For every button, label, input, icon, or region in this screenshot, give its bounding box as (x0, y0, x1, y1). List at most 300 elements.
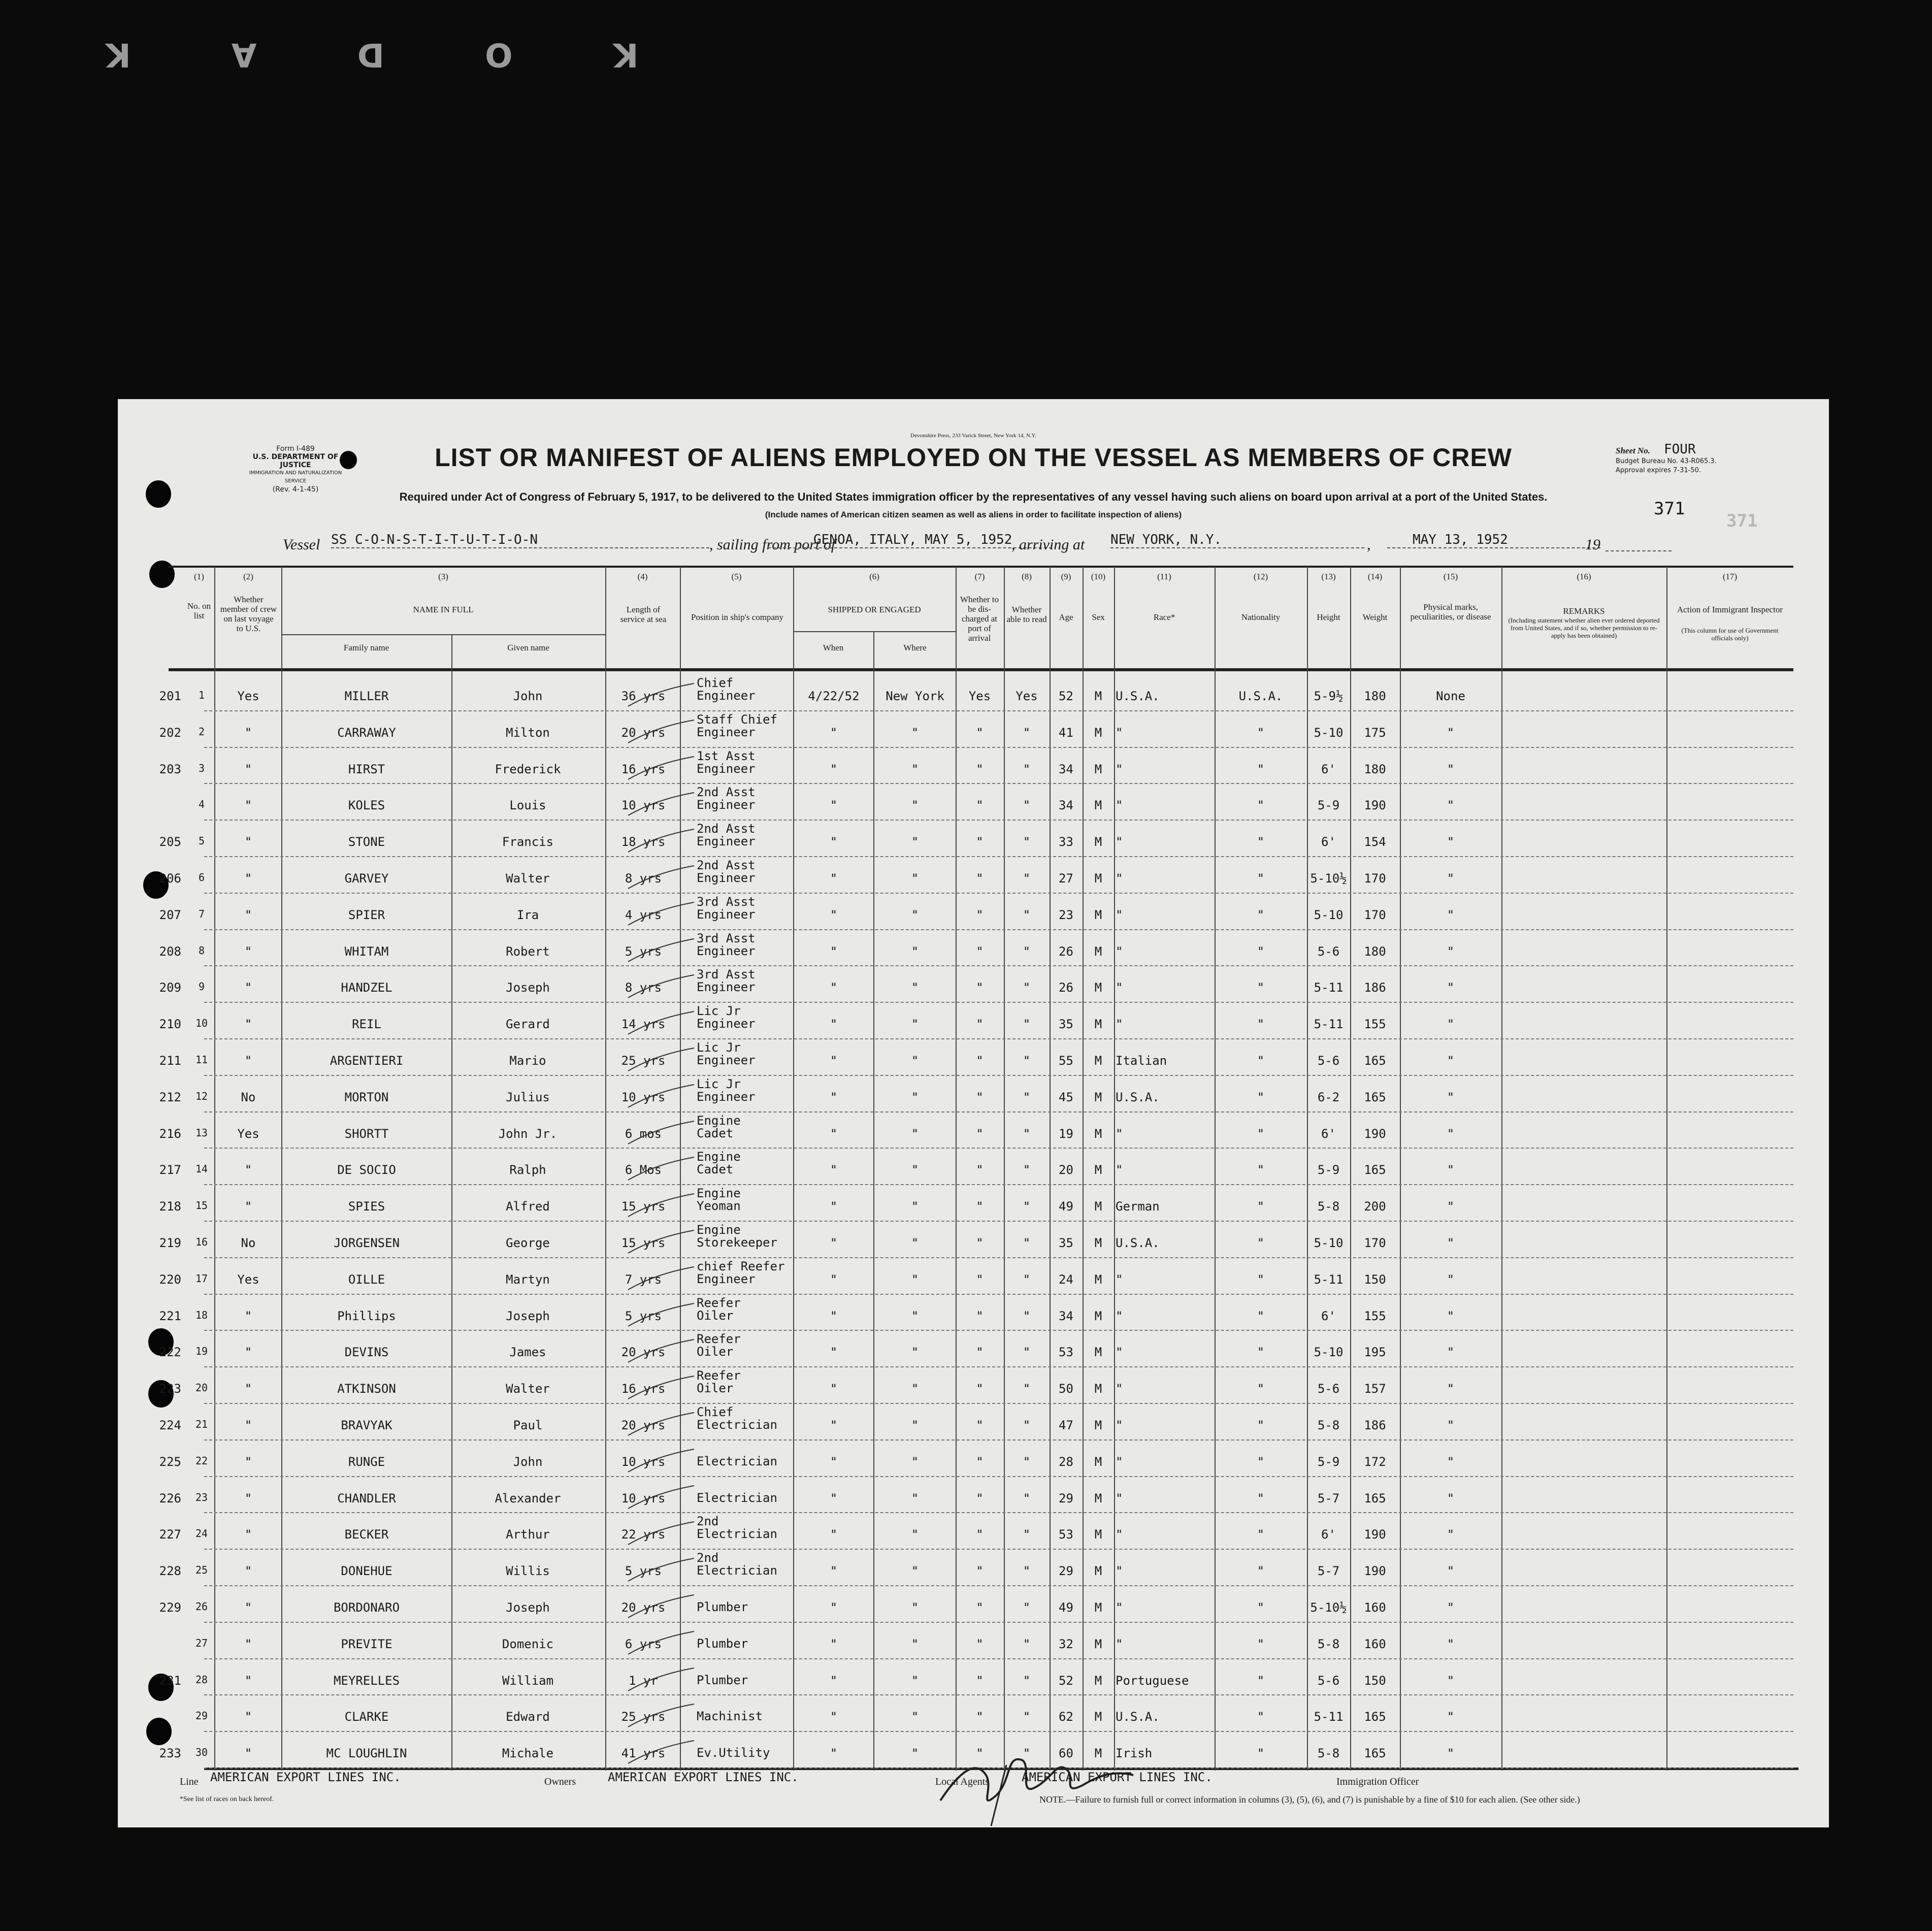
shipped-when: " (830, 1710, 838, 1724)
position-line-1: Lic Jr (697, 1076, 741, 1091)
shipped-where: " (911, 835, 919, 849)
col-num-12: (12) (1253, 572, 1268, 581)
list-number: 29 (195, 1710, 208, 1722)
age: 53 (1059, 1527, 1073, 1542)
list-number: 17 (195, 1272, 208, 1285)
height: 5-6 (1317, 1673, 1340, 1688)
age: 52 (1059, 689, 1073, 703)
weight: 190 (1364, 1564, 1386, 1579)
previous-voyage: " (244, 725, 252, 740)
service-length: 20 yrs (621, 1345, 666, 1360)
able-to-read: " (1023, 1054, 1031, 1068)
height: 5-10 (1314, 1236, 1344, 1250)
able-to-read: " (1023, 835, 1031, 849)
sex: M (1094, 1673, 1102, 1688)
family-name: SPIER (348, 907, 385, 922)
service-length: 16 yrs (621, 762, 666, 776)
position-line-1: 2nd (697, 1551, 719, 1565)
list-number: 14 (195, 1163, 208, 1175)
weight: 154 (1364, 835, 1386, 849)
check-mark (626, 1701, 697, 1732)
shipped-when: " (830, 907, 838, 922)
sex: M (1094, 1454, 1102, 1469)
shipped-when: " (830, 1564, 838, 1579)
height: 6' (1321, 1126, 1336, 1141)
weight: 165 (1364, 1710, 1386, 1724)
nationality: " (1257, 1710, 1265, 1724)
list-number: 5 (198, 835, 205, 847)
service-length: 10 yrs (621, 1454, 666, 1469)
discharged: " (976, 907, 984, 922)
margin-ref-number: 203 (159, 762, 181, 776)
service-length: 22 yrs (621, 1527, 666, 1542)
check-mark (626, 1301, 697, 1331)
margin-ref-number: 201 (159, 689, 181, 703)
position-line-1: Engine (697, 1113, 741, 1128)
shipped-when: " (830, 1272, 838, 1287)
height: 5-9½ (1314, 689, 1344, 703)
service-length: 10 yrs (621, 798, 666, 813)
given-name: John Jr. (498, 1126, 558, 1141)
sex: M (1094, 798, 1102, 813)
list-number: 26 (195, 1600, 208, 1613)
physical-marks: " (1447, 1710, 1455, 1724)
previous-voyage: Yes (237, 689, 259, 703)
service-length: 5 yrs (625, 1564, 662, 1579)
col-header-inspector: Action of Immigrant Inspector (1677, 605, 1783, 614)
nationality: " (1257, 907, 1265, 922)
discharged: " (976, 1454, 984, 1469)
weight: 150 (1364, 1272, 1386, 1287)
physical-marks: " (1447, 1382, 1455, 1396)
shipped-when: " (830, 762, 838, 776)
sex: M (1094, 1746, 1102, 1761)
form-revision: (Rev. 4-1-45) (272, 485, 319, 494)
service-length: 36 yrs (621, 689, 666, 703)
age: 41 (1059, 725, 1073, 740)
service-length: 20 yrs (621, 1418, 666, 1432)
height: 5-11 (1314, 1710, 1344, 1724)
shipped-when: " (830, 1600, 838, 1615)
age: 23 (1059, 907, 1073, 922)
race: " (1116, 1418, 1123, 1432)
table-top-rule (169, 566, 1793, 568)
height: 6' (1321, 1527, 1336, 1542)
age: 27 (1059, 871, 1073, 886)
given-name: James (509, 1345, 546, 1360)
position-line-1: chief Reefer (697, 1259, 785, 1273)
sex: M (1094, 762, 1102, 776)
list-number: 8 (198, 944, 205, 957)
position-line-2: Engineer (697, 761, 756, 776)
previous-voyage: " (244, 907, 252, 922)
race: " (1116, 1163, 1123, 1177)
family-name: ATKINSON (337, 1382, 396, 1396)
col-num-7: (7) (974, 572, 985, 581)
nationality: " (1257, 871, 1265, 886)
include-note: (Include names of American citizen seamen as well as aliens in order to facilitate inspection of aliens) (765, 510, 1182, 519)
arriving-label: , arriving at (1011, 536, 1085, 553)
shipped-when: " (830, 1673, 838, 1688)
sex: M (1094, 907, 1102, 922)
previous-voyage: Yes (237, 1126, 259, 1141)
vessel-label: Vessel (283, 536, 320, 553)
position-line-2: Engineer (697, 1053, 756, 1067)
family-name: BECKER (344, 1527, 389, 1542)
service-length: 6 Mos (625, 1163, 662, 1177)
physical-marks: " (1447, 1054, 1455, 1068)
weight: 195 (1364, 1345, 1386, 1360)
weight: 165 (1364, 1746, 1386, 1761)
vessel-name: SS C-O-N-S-T-I-T-U-T-I-O-N (331, 532, 709, 548)
row-rule (204, 1476, 1793, 1477)
col-header-nationality: Nationality (1241, 612, 1281, 622)
check-mark (626, 900, 697, 930)
position-line-1: 2nd Asst (697, 785, 756, 800)
position-line-1: Lic Jr (697, 1004, 741, 1019)
position-line-1: Staff Chief (697, 712, 777, 727)
age: 35 (1059, 1017, 1073, 1032)
row-rule (204, 1549, 1793, 1550)
discharged: " (976, 1564, 984, 1579)
position-line-1: 1st Asst (697, 748, 756, 763)
age: 47 (1059, 1418, 1073, 1432)
physical-marks: " (1447, 1236, 1455, 1250)
col-num-5: (5) (731, 572, 742, 581)
col-num-14: (14) (1367, 572, 1383, 581)
nationality: " (1257, 1564, 1265, 1579)
height: 5-11 (1314, 1272, 1344, 1287)
previous-voyage: " (244, 1199, 252, 1214)
nationality: " (1257, 1600, 1265, 1615)
family-name: MILLER (344, 689, 389, 703)
position-line-2: Oiler (697, 1345, 734, 1359)
margin-ref-number: 229 (159, 1600, 181, 1615)
service-length: 6 mos (625, 1126, 662, 1141)
position-line-1: Engine (697, 1223, 741, 1237)
weight: 180 (1364, 944, 1386, 959)
position-line-2: Engineer (697, 1017, 756, 1031)
position-line-2: Oiler (697, 1308, 734, 1323)
height: 6-2 (1317, 1090, 1340, 1104)
arrival-date: MAY 13, 1952 (1387, 532, 1600, 548)
shipped-where: " (911, 1564, 919, 1579)
able-to-read: " (1023, 1236, 1031, 1250)
shipped-when: " (830, 871, 838, 886)
given-name: George (506, 1236, 550, 1250)
height: 6' (1321, 762, 1336, 776)
given-name: John (513, 689, 543, 703)
shipped-where: " (911, 1527, 919, 1542)
family-name: DONEHUE (341, 1564, 392, 1579)
shipped-when: " (830, 798, 838, 813)
previous-voyage: " (244, 1564, 252, 1579)
position-line-2: Engineer (697, 1089, 756, 1104)
check-mark (626, 1447, 697, 1477)
check-mark (626, 1483, 697, 1514)
sex: M (1094, 1199, 1102, 1214)
discharged: " (976, 1163, 984, 1177)
able-to-read: " (1023, 1272, 1031, 1287)
margin-ref-number: 210 (159, 1017, 181, 1032)
row-rule (204, 1111, 1793, 1112)
family-name: MEYRELLES (333, 1673, 400, 1688)
position-line-1: Reefer (697, 1295, 741, 1310)
nationality: " (1257, 1163, 1265, 1177)
race: " (1116, 980, 1123, 995)
height: 5-11 (1314, 980, 1344, 995)
race: " (1116, 1272, 1123, 1287)
age: 52 (1059, 1673, 1073, 1688)
previous-voyage: " (244, 980, 252, 995)
service-length: 15 yrs (621, 1199, 666, 1214)
weight: 170 (1364, 907, 1386, 922)
physical-marks: " (1447, 798, 1455, 813)
previous-voyage: " (244, 871, 252, 886)
discharged: " (976, 1272, 984, 1287)
list-number: 23 (195, 1491, 208, 1503)
age: 19 (1059, 1126, 1073, 1141)
given-name: Alfred (506, 1199, 550, 1214)
nationality: " (1257, 1491, 1265, 1505)
col-header-last-voyage: Whether member of crew on last voyage to U.S. (220, 595, 277, 633)
age: 35 (1059, 1236, 1073, 1250)
discharged: " (976, 1199, 984, 1214)
weight: 190 (1364, 798, 1386, 813)
list-number: 24 (195, 1527, 208, 1540)
shipped-where: " (911, 1236, 919, 1250)
col-header-sex: Sex (1092, 612, 1105, 622)
row-rule (204, 783, 1793, 784)
list-number: 3 (198, 762, 205, 774)
able-to-read: " (1023, 944, 1031, 959)
list-number: 1 (198, 689, 205, 701)
sex: M (1094, 689, 1102, 703)
race: German (1116, 1199, 1160, 1214)
able-to-read: " (1023, 1126, 1031, 1141)
check-mark (626, 863, 697, 894)
nationality: " (1257, 835, 1265, 849)
nationality: " (1257, 725, 1265, 740)
height: 5-8 (1317, 1199, 1340, 1214)
shipped-where: " (911, 907, 919, 922)
margin-ref-number: 226 (159, 1491, 181, 1505)
given-name: John (513, 1454, 543, 1469)
approval-expiry: Approval expires 7-31-50. (1616, 467, 1701, 474)
age: 20 (1059, 1163, 1073, 1177)
shipped-where: " (911, 944, 919, 959)
discharged: " (976, 762, 984, 776)
margin-ref-number: 212 (159, 1090, 181, 1104)
race: " (1116, 1491, 1123, 1505)
nationality: U.S.A. (1238, 689, 1283, 703)
shipped-when: " (830, 1345, 838, 1360)
weight: 165 (1364, 1054, 1386, 1068)
margin-ref-number: 224 (159, 1418, 181, 1432)
previous-voyage: " (244, 1491, 252, 1505)
position-line-2: Machinist (697, 1709, 763, 1724)
able-to-read: " (1023, 1746, 1031, 1761)
previous-voyage: " (244, 1418, 252, 1432)
service-length: 7 yrs (625, 1272, 662, 1287)
col-header-read: Whether able to read (1006, 605, 1047, 624)
weight: 200 (1364, 1199, 1386, 1214)
family-name: OILLE (348, 1272, 385, 1287)
discharged: " (976, 1673, 984, 1688)
nationality: " (1257, 1527, 1265, 1542)
manifest-sheet: Form I-489 U.S. DEPARTMENT OF JUSTICE IMMIGRATION AND NATURALIZATION SERVICE (Rev. 4-1-45) Devonshire Press, 233 Varick Street, New York 14, N.Y. LIST OR MANIFEST OF ALIENS EMPLOYED ON THE VESSEL AS MEMBERS OF CREW Required under Act of Congress of February 5, 1917, to be delivered to the United States immigration officer by the representatives of any vessel having such aliens on board upon arrival at a port of the United States. (Include names of American citizen seamen as well as aliens in order to facilitate inspection of aliens) Sheet No. FOUR Budget Bureau No. 43-R065.3. Approval expires 7-31-50. 371 371 Vessel SS C-O-N-S-T-I-T-U-T-I-O-N , sailing from port of GENOA, ITALY, MAY 5, 1952 , arriving at NEW YORK, N.Y. , MAY 13, 1952 19 (1) No. on list (2) Whether member of crew on last voyage to U.S. (3) NAME IN FULL Family name Given name (4) Length of service at sea (5) Position in ship's company (6) SHIPPED OR ENGAGED When Where (7) Whether to be dis- charged at port of arrival (8) Whether able to read (9) Age (10) Sex (11) Race* (12) Nationality (13) Height (14) Weight (15) Physical marks, peculiarities, or disease (16) REMARKS (Including statement whether alien ever ordered deported from United States, and if so, whether permission to re-apply has been obtained) (17) Action of Immigrant Inspector (This column for use of Government officials only) 201 1 Yes MILLER John 36 yrs 4/22/52 New York Yes Yes 52 M U.S.A. U.S.A. 5-9½ 180 None Chief Engineer 202 2 " CARRAWAY Milton 20 yrs " " " " 41 M " " 5-10 175 " Staff Chief Engineer 203 3 " HIRST Frederick 16 yrs " " " " 34 M " " 6' 180 " 1st Asst Engineer 4 " KOLES Louis 10 yrs " " " " 34 M " " 5-9 190 " 2nd Asst Engineer 205 5 " STONE Francis 18 yrs " " " " 33 M " " 6' 154 " 2nd Asst Engineer 206 6 " GARVEY Walter 8 yrs " " " " 27 M " " 5-10½ 170 " 2nd Asst Engineer 207 7 " SPIER Ira 4 yrs " " " " 23 M " " 5-10 170 " 3rd Asst Engineer 208 8 " WHITAM Robert 5 yrs " " " " 26 M " " 5-6 180 " 3rd Asst Engineer 209 9 " HANDZEL Joseph 8 yrs " " " " 26 M " " 5-11 186 " 3rd Asst Engineer 210 10 " REIL Gerard 14 yrs " " " " 35 M " " 5-11 155 " Lic Jr Engineer 211 11 " ARGENTIERI Mario 25 yrs " " " " 55 M Italian " 5-6 165 " Lic Jr Engineer 212 12 No MORTON Julius 10 yrs " " " " 45 M U.S.A. " 6-2 165 " Lic Jr Engineer 216 13 Yes SHORTT John Jr. 6 mos " " " " 19 M " " 6' 190 " Engine Cadet 217 14 " DE SOCIO Ralph 6 Mos " " " " 20 M " " 5-9 165 " Engine Cadet 218 15 " SPIES Alfred 15 yrs " " " " 49 M German " 5-8 200 " Engine Yeoman 219 16 No JORGENSEN George 15 yrs " " " " 35 M U.S.A. " 5-10 170 " Engine Storekeeper 220 17 Yes OILLE Martyn 7 yrs " " " " 24 M " " 5-11 150 " chief Reefer Engineer 221 18 " Phillips Joseph 5 yrs " " " " 34 M " " 6' 155 " Reefer Oiler 222 19 " DEVINS James 20 yrs " " " " 53 M " " 5-10 195 " Reefer Oiler 223 20 " ATKINSON Walter 16 yrs " " " " 50 M " " 5-6 157 " Reefer Oiler 224 21 " BRAVYAK Paul 20 yrs " " " " 47 M " " 5-8 186 " Chief Electrician 225 22 " RUNGE John 10 yrs " " " " 28 M " " 5-9 172 " Electrician 226 23 " CHANDLER Alexander 10 yrs " " " " 29 M " " 5-7 165 " Electrician 227 24 " BECKER Arthur 22 yrs " " " " 53 M " " 6' 190 " 2nd Electrician 228 25 " DONEHUE Willis 5 yrs " " " " 29 M " " 5-7 190 " 2nd Electrician 229 26 " BORDONARO Joseph 20 yrs " " " " 49 M " " 5-10½ 160 " Plumber 27 " PREVITE Domenic 6 yrs " " " " 32 M " " 5-8 160 " Plumber 231 28 " MEYRELLES William 1 yr " " " " 52 M Portuguese " 5-6 150 " Plumber 29 " CLARKE Edward 25 yrs " " " " 62 M U.S.A. " 5-11 165 " Machinist 233 30 " MC LOUGHLIN Michale 41 yrs " " " " 60 M Irish " 5-8 165 " Ev.Utility Line AMERICAN EXPORT LINES INC. Owners AMERICAN EXPORT LINES INC. Local Agents AMERICAN EXPORT LINES INC. Immigration Officer *See list of races on back hereof. NOTE.—Failure to furnish full or correct information in columns (3), (5), (6), and (7) is punishable by a fine of $10 for each alien. (See other side.) (118, 399, 1829, 1827)
col-header-given-name: Given name (507, 643, 549, 652)
shipped-when: " (830, 1746, 838, 1761)
row-rule (204, 820, 1793, 821)
margin-ref-number: 208 (159, 944, 181, 959)
position-line-1: Reefer (697, 1368, 741, 1383)
row-rule (204, 1694, 1793, 1695)
physical-marks: " (1447, 907, 1455, 922)
check-mark (626, 1665, 697, 1696)
physical-marks: " (1447, 1637, 1455, 1651)
line-name: AMERICAN EXPORT LINES INC. (210, 1770, 401, 1784)
shipped-where: " (911, 980, 919, 995)
given-name: Joseph (506, 1600, 550, 1615)
arrival-port: NEW YORK, N.Y. (1110, 532, 1364, 548)
position-line-2: Yeoman (697, 1199, 741, 1214)
given-name: Ralph (509, 1163, 546, 1177)
position-line-2: Cadet (697, 1126, 734, 1140)
position-line-1: Chief (697, 1405, 734, 1419)
race: " (1116, 1637, 1123, 1651)
previous-voyage: " (244, 1345, 252, 1360)
check-mark (626, 1264, 697, 1295)
col-num-4: (4) (637, 572, 648, 581)
position-line-2: Engineer (697, 980, 756, 995)
service-length: 15 yrs (621, 1236, 666, 1250)
header-bottom-rule (169, 668, 1793, 671)
col-num-16: (16) (1577, 572, 1591, 581)
race: " (1116, 1600, 1123, 1615)
previous-voyage: Yes (237, 1272, 259, 1287)
check-mark (626, 827, 697, 857)
list-number: 10 (195, 1017, 208, 1030)
list-number: 27 (195, 1637, 208, 1649)
given-name: Willis (506, 1564, 550, 1579)
able-to-read: " (1023, 1564, 1031, 1579)
shipped-when: " (830, 1163, 838, 1177)
family-name: RUNGE (348, 1454, 385, 1469)
position-line-1: Engine (697, 1150, 741, 1164)
given-name: Julius (506, 1090, 550, 1104)
age: 45 (1059, 1090, 1073, 1104)
sex: M (1094, 1382, 1102, 1396)
col-header-discharged: Whether to be dis- charged at port of arrival (960, 595, 999, 643)
height: 5-8 (1317, 1637, 1340, 1651)
service-length: 8 yrs (625, 871, 662, 886)
physical-marks: " (1447, 1527, 1455, 1542)
position-line-1: Engine (697, 1186, 741, 1201)
shipped-where: " (911, 1418, 919, 1432)
sex: M (1094, 1236, 1102, 1250)
height: 5-6 (1317, 944, 1340, 959)
physical-marks: " (1447, 1600, 1455, 1615)
age: 34 (1059, 1308, 1073, 1323)
form-service: IMMIGRATION AND NATURALIZATION SERVICE (249, 470, 342, 484)
nationality: " (1257, 1345, 1265, 1360)
sheet-label: Sheet No. (1616, 446, 1650, 455)
service-length: 1 yr (629, 1673, 658, 1688)
discharged: " (976, 1017, 984, 1032)
sex: M (1094, 1272, 1102, 1287)
shipped-when: " (830, 1090, 838, 1104)
sex: M (1094, 1418, 1102, 1432)
check-mark (626, 1045, 697, 1076)
age: 53 (1059, 1345, 1073, 1360)
service-length: 10 yrs (621, 1090, 666, 1104)
nationality: " (1257, 944, 1265, 959)
list-number: 22 (195, 1454, 208, 1467)
row-rule (204, 1257, 1793, 1258)
shipped-where: " (911, 725, 919, 740)
discharged: " (976, 1600, 984, 1615)
previous-voyage: " (244, 762, 252, 776)
age: 28 (1059, 1454, 1073, 1469)
family-name: SHORTT (344, 1126, 389, 1141)
shipped-when: " (830, 1236, 838, 1250)
sex: M (1094, 980, 1102, 995)
col-header-position: Position in ship's company (691, 612, 784, 622)
list-number: 12 (195, 1090, 208, 1102)
weight: 155 (1364, 1017, 1386, 1032)
position-line-1: 2nd Asst (697, 858, 756, 872)
service-length: 20 yrs (621, 725, 666, 740)
given-name: Mario (509, 1054, 546, 1068)
physical-marks: " (1447, 1746, 1455, 1761)
agents-name: AMERICAN EXPORT LINES INC. (1022, 1770, 1213, 1784)
weight: 165 (1364, 1090, 1386, 1104)
family-name: REIL (352, 1017, 381, 1032)
margin-ref-number: 233 (159, 1746, 181, 1761)
height: 5-10½ (1310, 871, 1347, 886)
nationality: " (1257, 1382, 1265, 1396)
given-name: Edward (506, 1710, 550, 1724)
family-name: PREVITE (341, 1637, 392, 1651)
row-rule (204, 965, 1793, 966)
shipped-where: " (911, 1454, 919, 1469)
row-rule (204, 1731, 1793, 1732)
race: Portuguese (1116, 1673, 1189, 1688)
check-mark (626, 1556, 697, 1586)
row-rule (204, 1403, 1793, 1404)
service-length: 4 yrs (625, 907, 662, 922)
able-to-read: " (1023, 1382, 1031, 1396)
given-name: Milton (506, 725, 550, 740)
service-length: 25 yrs (621, 1710, 666, 1724)
page-subtitle: Required under Act of Congress of February 5, 1917, to be delivered to the United States immigration officer by the representatives of any vessel having such aliens on board upon arrival at a port of the United States. (399, 490, 1548, 503)
sheet-number: FOUR (1664, 442, 1696, 457)
service-length: 16 yrs (621, 1382, 666, 1396)
able-to-read: " (1023, 798, 1031, 813)
race: " (1116, 835, 1123, 849)
col-header-remarks: REMARKS (1563, 606, 1605, 616)
physical-marks: " (1447, 1491, 1455, 1505)
physical-marks: " (1447, 725, 1455, 740)
margin-ref-number: 205 (159, 835, 181, 849)
check-mark (626, 1228, 697, 1258)
position-line-2: Ev.Utility (697, 1746, 770, 1760)
margin-ref-number: 216 (159, 1126, 181, 1141)
able-to-read: " (1023, 1308, 1031, 1323)
family-name: DE SOCIO (337, 1163, 396, 1177)
position-line-2: Engineer (697, 798, 756, 812)
